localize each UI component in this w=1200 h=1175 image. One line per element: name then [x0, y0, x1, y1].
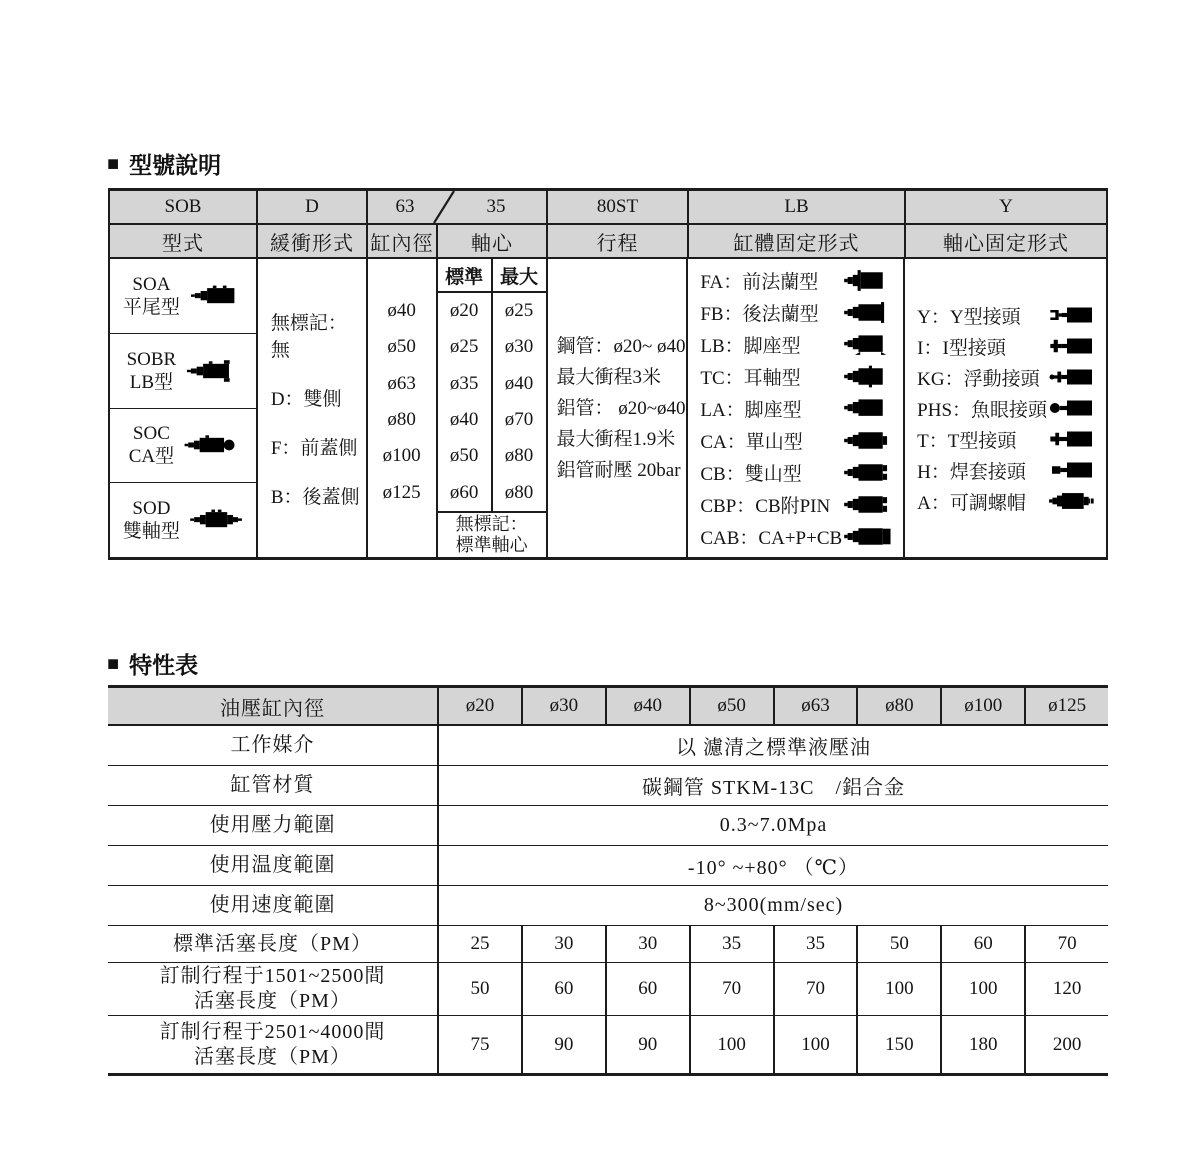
length-label: 訂制行程于1501~2500間 [159, 965, 386, 987]
type-soc-code: SOC [132, 423, 170, 445]
rod-value: ø50 [449, 445, 479, 467]
bore-header: ø100 [940, 688, 1024, 724]
spec-value: 碳鋼管 STKM-13C /鋁合金 [437, 766, 1108, 805]
length-value: 90 [521, 1016, 605, 1073]
rod-column [436, 259, 546, 557]
mount-row: CB：雙山型 [700, 456, 894, 488]
type-sobr-code: SOBR [126, 348, 177, 370]
spec-label: 缸管材質 [230, 774, 315, 796]
rod-max-header: 最大 [491, 259, 546, 291]
section1-title [107, 147, 221, 180]
characteristics-header-row [108, 688, 1108, 726]
rod-value: ø20 [449, 300, 479, 322]
rod-value: ø40 [504, 372, 534, 394]
mount-row: FA：前法蘭型 [700, 264, 894, 296]
type-soa [110, 259, 256, 334]
length-value: 30 [521, 926, 605, 962]
type-soc [110, 409, 256, 484]
model-code-row [110, 191, 1106, 225]
mount-row: CAB：CA+P+CB [700, 520, 894, 552]
weld-sleeve-icon [1047, 459, 1097, 481]
rod-value: ø80 [504, 445, 534, 467]
title-square-marker-icon: ■ [107, 652, 120, 675]
cylinder-ca-icon [181, 432, 237, 458]
type-soa-code: SOA [132, 273, 171, 295]
rod-value: ø70 [504, 409, 534, 431]
code-63: 63 [395, 196, 415, 217]
rod-end-row: PHS：魚眼接頭 [917, 393, 1097, 424]
spec-row-working-medium [108, 726, 1108, 766]
label-rod-mount: 軸心固定形式 [904, 225, 1106, 257]
bore-value: ø40 [387, 300, 416, 322]
cylinder-double-rod-icon [187, 507, 243, 533]
length-value: 100 [773, 1016, 857, 1073]
single-clevis-cylinder-icon [842, 429, 894, 452]
type-column [110, 259, 256, 557]
rod-value: ø25 [449, 336, 479, 358]
stroke-line: 鋼管：ø20~ ø40 [556, 335, 686, 357]
length-value: 100 [689, 1016, 773, 1073]
length-value: 100 [856, 963, 940, 1015]
label-type: 型式 [162, 232, 204, 255]
characteristics-table [108, 685, 1108, 1076]
mount-row: TC：耳軸型 [700, 360, 894, 392]
rod-value: ø60 [449, 481, 479, 503]
rod-end-row: I：I型接頭 [917, 331, 1097, 362]
length-value: 70 [773, 963, 857, 1015]
length-value: 180 [940, 1016, 1024, 1073]
spec-label: 工作媒介 [230, 734, 315, 756]
length-value: 70 [689, 963, 773, 1015]
length-value: 60 [605, 963, 689, 1015]
rod-end-row: KG：浮動接頭 [917, 362, 1097, 393]
title-square-marker-icon: ■ [107, 152, 120, 175]
bore-value: ø80 [387, 409, 416, 431]
type-sod [110, 483, 256, 557]
label-bore: 缸內徑 [366, 225, 436, 257]
code-63-35 [366, 191, 546, 223]
front-flange-cylinder-icon [842, 269, 894, 292]
cushion-option: 無標記：無 [270, 312, 347, 361]
stroke-line: 最大衝程1.9米 [556, 428, 676, 450]
type-soc-name: CA型 [128, 446, 175, 468]
rear-flange-cylinder-icon [842, 301, 894, 324]
bore-column [366, 259, 436, 557]
adjustable-nut-icon [1047, 490, 1097, 512]
rod-end-row: Y：Y型接頭 [917, 300, 1097, 331]
section1-title-text: 型號說明 [129, 152, 222, 178]
rod-default-note: 無標記： 標準軸心 [438, 511, 546, 557]
length-value: 30 [605, 926, 689, 962]
spec-label: 使用温度範圍 [209, 854, 336, 876]
bore-value: ø63 [387, 372, 416, 394]
type-sod-name: 雙軸型 [122, 521, 180, 543]
code-d: D [256, 191, 366, 223]
model-code-body [110, 259, 1106, 557]
foot-mount-cylinder-icon [842, 333, 894, 356]
length-value: 100 [940, 963, 1024, 1015]
bore-value: ø125 [382, 481, 421, 503]
mount-row: LB：脚座型 [700, 328, 894, 360]
rod-value: ø30 [504, 336, 534, 358]
trunnion-cylinder-icon [842, 365, 894, 388]
bore-value: ø100 [382, 445, 421, 467]
spec-value: -10° ~+80° （℃） [437, 846, 1108, 885]
length-label: 標準活塞長度（PM） [173, 932, 372, 955]
rod-mount-column [903, 259, 1106, 557]
bore-header: ø40 [605, 688, 689, 724]
label-cushion: 緩衝形式 [256, 225, 366, 257]
rod-end-row: T：T型接頭 [917, 424, 1097, 455]
t-joint-icon [1047, 428, 1097, 450]
stroke-column [546, 259, 687, 557]
cylinder-flat-tail-icon [187, 283, 243, 309]
cushion-option: F：前蓋側 [270, 437, 358, 459]
bore-value: ø50 [387, 336, 416, 358]
clevis-combo-cylinder-icon [842, 525, 894, 548]
rod-standard-header: 標準 [445, 266, 484, 288]
mount-row: FB：後法蘭型 [700, 296, 894, 328]
length-value: 35 [773, 926, 857, 962]
rod-value: ø35 [449, 372, 479, 394]
bore-header: ø20 [437, 688, 521, 724]
length-row-standard [108, 926, 1108, 963]
double-clevis-pin-cylinder-icon [842, 493, 894, 516]
length-value: 200 [1024, 1016, 1108, 1073]
code-80st: 80ST [546, 191, 687, 223]
mount-row: LA：脚座型 [700, 392, 894, 424]
stroke-line: 最大衝程3米 [556, 366, 662, 388]
field-label-row [110, 225, 1106, 259]
spec-row-speed-range [108, 886, 1108, 926]
spec-row-pressure-range [108, 806, 1108, 846]
bore-header: ø50 [689, 688, 773, 724]
length-label-line2: 活塞長度（PM） [194, 990, 351, 1012]
cushion-option: B：後蓋側 [270, 486, 360, 508]
y-knuckle-icon [1047, 304, 1097, 326]
model-code-table [108, 188, 1108, 560]
i-knuckle-icon [1047, 335, 1097, 357]
floating-joint-icon [1047, 366, 1097, 388]
spec-label: 使用速度範圍 [209, 894, 336, 916]
bore-header-label: 油壓缸內徑 [220, 697, 325, 720]
cylinder-lb-icon [183, 358, 239, 384]
code-35: 35 [486, 196, 506, 217]
label-rod: 軸心 [436, 225, 546, 257]
label-stroke: 行程 [546, 225, 687, 257]
stroke-line: 鋁管耐壓 20bar [556, 459, 681, 481]
type-sod-code: SOD [132, 498, 171, 520]
spec-value: 以 濾清之標準液壓油 [437, 726, 1108, 765]
foot-mount-la-cylinder-icon [842, 397, 894, 420]
double-clevis-cylinder-icon [842, 461, 894, 484]
spec-label: 使用壓力範圍 [209, 814, 336, 836]
spec-value: 0.3~7.0Mpa [437, 806, 1108, 845]
cushion-column [256, 259, 366, 557]
length-value: 25 [437, 926, 521, 962]
spec-row-temperature-range [108, 846, 1108, 886]
length-value: 90 [605, 1016, 689, 1073]
rod-value: ø40 [449, 409, 479, 431]
bore-header: ø63 [773, 688, 857, 724]
code-lb: LB [687, 191, 904, 223]
type-sobr [110, 334, 256, 409]
mount-row: CBP：CB附PIN [700, 488, 894, 520]
bore-header: ø80 [856, 688, 940, 724]
stroke-line: 鋁管： ø20~ø40 [556, 397, 686, 419]
bore-header: ø30 [521, 688, 605, 724]
type-sobr-name: LB型 [129, 371, 174, 393]
length-value: 35 [689, 926, 773, 962]
code-sob: SOB [164, 196, 202, 217]
length-label-line2: 活塞長度（PM） [194, 1045, 351, 1068]
length-value: 50 [856, 926, 940, 962]
fisheye-joint-icon [1047, 397, 1097, 419]
length-value: 50 [437, 963, 521, 1015]
code-y: Y [904, 191, 1106, 223]
rod-value: ø80 [504, 481, 534, 503]
rod-end-row: H：焊套接頭 [917, 455, 1097, 486]
length-value: 60 [521, 963, 605, 1015]
rod-value: ø25 [504, 300, 534, 322]
length-row-1501-2500 [108, 963, 1108, 1016]
length-value: 120 [1024, 963, 1108, 1015]
length-value: 75 [437, 1016, 521, 1073]
section2-title [107, 647, 198, 680]
spec-value: 8~300(mm/sec) [437, 886, 1108, 925]
bore-header: ø125 [1024, 688, 1108, 724]
spec-row-tube-material [108, 766, 1108, 806]
length-value: 60 [940, 926, 1024, 962]
section2-title-text: 特性表 [129, 652, 199, 678]
rod-standard-values [438, 293, 491, 511]
length-row-2501-4000 [108, 1016, 1108, 1073]
length-value: 150 [856, 1016, 940, 1073]
rod-max-values [491, 293, 546, 511]
label-body-mount: 缸體固定形式 [687, 225, 904, 257]
body-mount-column [686, 259, 903, 557]
rod-end-row: A：可調螺帽 [917, 486, 1097, 517]
mount-row: CA：單山型 [700, 424, 894, 456]
cushion-option: D：雙側 [270, 388, 342, 410]
type-soa-name: 平尾型 [122, 296, 180, 318]
length-label: 訂制行程于2501~4000間 [159, 1020, 386, 1043]
length-value: 70 [1024, 926, 1108, 962]
